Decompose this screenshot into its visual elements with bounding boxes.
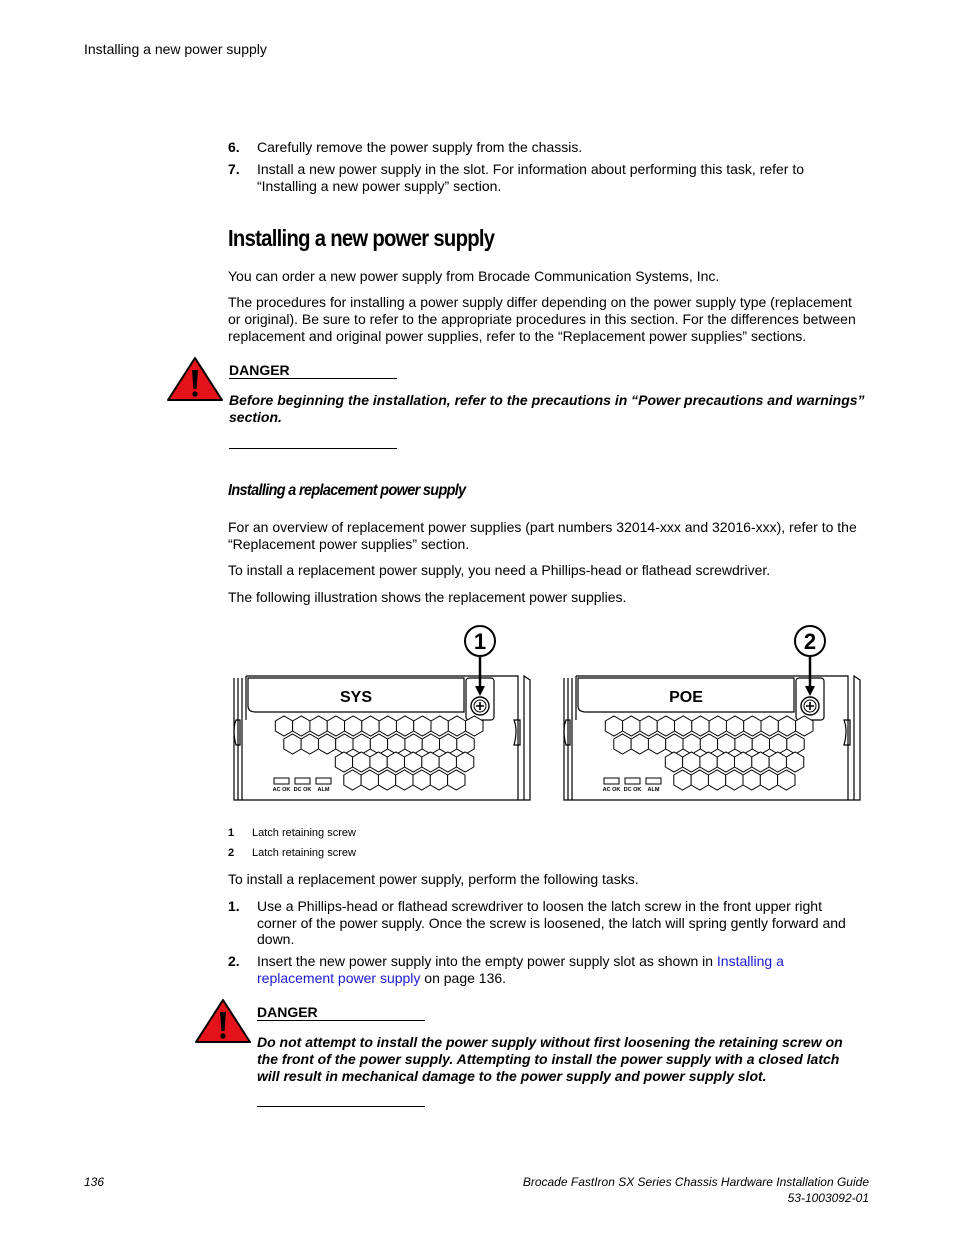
vent-hex xyxy=(388,734,405,754)
document-title: Brocade FastIron SX Series Chassis Hardware Installation Guide xyxy=(522,1175,869,1189)
right-ear xyxy=(514,720,520,745)
vent-hex xyxy=(717,752,734,772)
vent-hex xyxy=(336,734,353,754)
vent-hex xyxy=(430,770,447,790)
paragraph: To install a replacement power supply, perform the following tasks. xyxy=(228,871,639,887)
vent-hex xyxy=(708,770,725,790)
vent-hex xyxy=(692,716,709,736)
danger-warning-icon xyxy=(194,998,252,1044)
status-led xyxy=(604,778,619,784)
vent-hex xyxy=(665,752,682,772)
vent-hex xyxy=(466,716,483,736)
vent-hex xyxy=(709,716,726,736)
vent-hex xyxy=(448,770,465,790)
vent-hex xyxy=(657,716,674,736)
step-text-line xyxy=(257,953,784,970)
legend-number: 1 xyxy=(228,827,235,839)
vent-hex xyxy=(448,716,465,736)
vent-hex xyxy=(345,716,362,736)
vent-hex xyxy=(310,716,327,736)
vent-hex xyxy=(414,716,431,736)
vent-hex xyxy=(778,770,795,790)
legend-text: Latch retaining screw xyxy=(252,827,356,839)
vent-hex xyxy=(440,734,457,754)
legend-text: Latch retaining screw xyxy=(252,847,356,859)
paragraph-line: “Replacement power supplies” section. xyxy=(228,536,470,552)
vent-hex xyxy=(735,752,752,772)
status-led-label: ALM xyxy=(647,787,660,793)
left-ear xyxy=(234,720,240,745)
power-supply-unit-sys xyxy=(234,626,530,800)
paragraph-line: The procedures for installing a power supply differ depending on the power supply type (replacement xyxy=(228,294,852,310)
step-number: 6. xyxy=(228,139,240,155)
vent-hex xyxy=(726,770,743,790)
danger-rule-bottom xyxy=(257,1106,425,1107)
step-number: 1. xyxy=(228,898,240,914)
step-text-line xyxy=(257,970,506,987)
vent-hex xyxy=(396,716,413,736)
vent-hex xyxy=(666,734,683,754)
danger-warning-icon xyxy=(166,356,224,402)
vent-hex xyxy=(648,734,665,754)
unit-label: POE xyxy=(669,689,703,706)
vent-hex xyxy=(370,734,387,754)
callout-number: 1 xyxy=(473,629,487,654)
vent-hex xyxy=(335,752,352,772)
vent-hex xyxy=(623,716,640,736)
vent-hex xyxy=(700,752,717,772)
step-text-line: “Installing a new power supply” section. xyxy=(257,178,502,194)
danger-rule-top xyxy=(229,378,397,379)
vent-hex xyxy=(378,770,395,790)
vent-hex xyxy=(405,734,422,754)
cross-reference-link[interactable]: Installing a xyxy=(716,953,784,969)
vent-hex xyxy=(760,770,777,790)
danger-text-line: Do not attempt to install the power supply without first loosening the retaining screw on xyxy=(257,1034,843,1050)
vent-hex xyxy=(726,716,743,736)
paragraph: You can order a new power supply from Brocade Communication Systems, Inc. xyxy=(228,268,720,284)
danger-label: DANGER xyxy=(229,362,290,378)
status-led xyxy=(625,778,640,784)
vent-hex xyxy=(631,734,648,754)
unit-label: SYS xyxy=(339,689,373,706)
status-led xyxy=(295,778,310,784)
vent-hex xyxy=(752,752,769,772)
vent-hex xyxy=(605,716,622,736)
vent-hex xyxy=(674,770,691,790)
left-ear xyxy=(564,720,570,745)
vent-hex xyxy=(778,716,795,736)
vent-hex xyxy=(752,734,769,754)
vent-hex xyxy=(718,734,735,754)
running-header: Installing a new power supply xyxy=(84,41,267,57)
status-led-label: AC OK xyxy=(272,787,291,793)
latch-screw-icon xyxy=(471,697,489,715)
vent-hex xyxy=(353,752,370,772)
paragraph: To install a replacement power supply, you need a Phillips-head or flathead screwdriver. xyxy=(228,562,771,578)
vent-hex xyxy=(456,752,473,772)
vent-hex xyxy=(796,716,813,736)
vent-hex xyxy=(614,734,631,754)
danger-text-line: will result in mechanical damage to the power supply and power supply slot. xyxy=(257,1068,767,1084)
step-text: Carefully remove the power supply from the chassis. xyxy=(257,139,583,155)
vent-hex xyxy=(344,770,361,790)
vent-hex xyxy=(275,716,292,736)
status-led xyxy=(274,778,289,784)
status-led-label: DC OK xyxy=(623,787,642,793)
vent-hex xyxy=(327,716,344,736)
vent-hex xyxy=(683,752,700,772)
vent-hex xyxy=(370,752,387,772)
subsection-title: Installing a replacement power supply xyxy=(228,482,466,499)
latch-screw-icon xyxy=(801,697,819,715)
status-led-label: ALM xyxy=(317,787,330,793)
paragraph-line: For an overview of replacement power supplies (part numbers 32014-xxx and 32016-xxx), refer to the xyxy=(228,519,857,535)
vent-hex xyxy=(405,752,422,772)
vent-hex xyxy=(744,716,761,736)
vent-hex xyxy=(361,770,378,790)
vent-hex xyxy=(787,734,804,754)
vent-hex xyxy=(318,734,335,754)
vent-hex xyxy=(735,734,752,754)
vent-hex xyxy=(422,734,439,754)
step-text: on page 136. xyxy=(420,970,507,986)
danger-label: DANGER xyxy=(257,1004,318,1020)
vent-hex xyxy=(700,734,717,754)
paragraph: The following illustration shows the replacement power supplies. xyxy=(228,589,627,605)
vent-hex xyxy=(353,734,370,754)
power-supply-unit-poe xyxy=(564,626,860,800)
danger-text-line: Before beginning the installation, refer to the precautions in “Power precautions and warnings” xyxy=(229,392,865,408)
danger-rule-bottom xyxy=(229,448,397,449)
status-led-label: AC OK xyxy=(602,787,621,793)
step-number: 2. xyxy=(228,953,240,969)
step-text: Insert the new power supply into the empty power supply slot as shown in xyxy=(257,953,717,969)
vent-hex xyxy=(379,716,396,736)
section-title: Installing a new power supply xyxy=(228,225,495,251)
vent-hex xyxy=(422,752,439,772)
page-number: 136 xyxy=(84,1175,105,1189)
vent-hex xyxy=(675,716,692,736)
step-text-line: corner of the power supply. Once the screw is loosened, the latch will spring gently forward and xyxy=(257,915,846,931)
callout-arrow xyxy=(475,686,485,696)
danger-text-line: section. xyxy=(229,409,282,425)
document-number: 53-1003092-01 xyxy=(787,1191,869,1205)
callout-arrow xyxy=(805,686,815,696)
vent-hex xyxy=(396,770,413,790)
legend-number: 2 xyxy=(228,847,235,859)
vent-hex xyxy=(413,770,430,790)
vent-hex xyxy=(457,734,474,754)
vent-hex xyxy=(387,752,404,772)
vent-hex xyxy=(431,716,448,736)
vent-hex xyxy=(770,734,787,754)
vent-hex xyxy=(439,752,456,772)
status-led xyxy=(646,778,661,784)
vent-hex xyxy=(293,716,310,736)
status-led-label: DC OK xyxy=(293,787,312,793)
cross-reference-link[interactable]: replacement power supply xyxy=(257,970,421,986)
status-led xyxy=(316,778,331,784)
vent-hex xyxy=(691,770,708,790)
step-text-line: down. xyxy=(257,931,295,947)
callout-number: 2 xyxy=(803,629,817,654)
vent-hex xyxy=(362,716,379,736)
step-text-line: Install a new power supply in the slot. For information about performing this task, refer to xyxy=(257,161,805,177)
vent-hex xyxy=(786,752,803,772)
right-ear xyxy=(844,720,850,745)
step-text-line: Use a Phillips-head or flathead screwdriver to loosen the latch screw in the front upper right xyxy=(257,898,822,914)
paragraph-line: or original). Be sure to refer to the appropriate procedures in this section. For the differences between xyxy=(228,311,856,327)
vent-hex xyxy=(743,770,760,790)
vent-hex xyxy=(301,734,318,754)
vent-hex xyxy=(640,716,657,736)
paragraph-line: replacement and original power supplies, refer to the “Replacement power supplies” sections. xyxy=(228,328,807,344)
vent-hex xyxy=(761,716,778,736)
danger-rule-top xyxy=(257,1020,425,1021)
vent-hex xyxy=(284,734,301,754)
step-number: 7. xyxy=(228,161,240,177)
danger-text-line: the front of the power supply. Attempting to install the power supply with a closed latch xyxy=(257,1051,840,1067)
vent-hex xyxy=(683,734,700,754)
power-supply-figure xyxy=(228,620,868,805)
vent-hex xyxy=(769,752,786,772)
power-supply-illustration xyxy=(228,620,868,805)
